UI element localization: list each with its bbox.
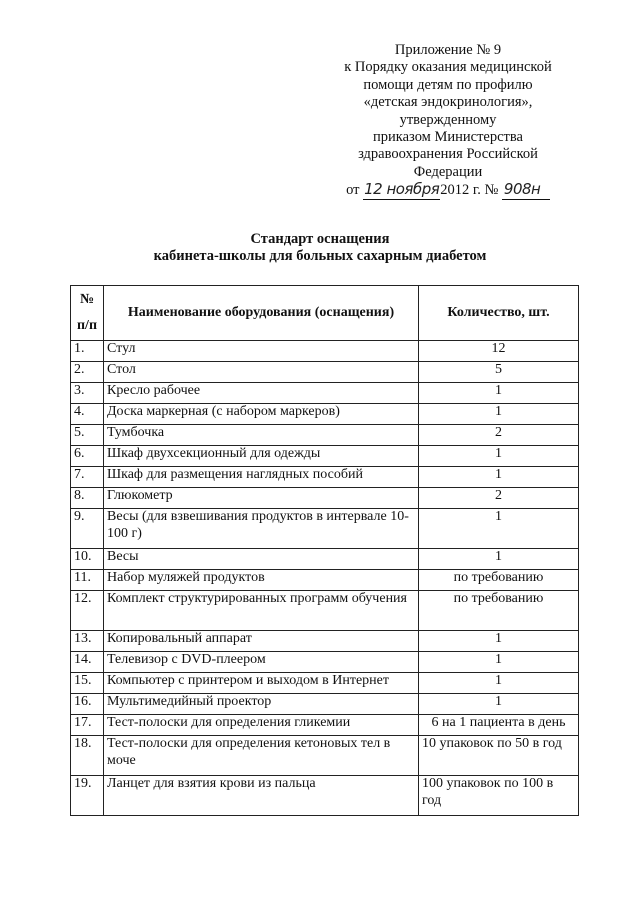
- header-line: помощи детям по профилю: [363, 76, 533, 93]
- handwritten-order-number: 908н: [502, 181, 550, 199]
- row-qty: по требованию: [419, 570, 579, 591]
- row-qty: 1: [419, 383, 579, 404]
- row-num: 16.: [71, 694, 104, 715]
- header-num: № п/п: [71, 286, 104, 341]
- row-name: Весы (для взвешивания продуктов в интервале 10-100 г): [104, 509, 419, 549]
- table-row: [71, 631, 579, 652]
- row-num: 17.: [71, 715, 104, 736]
- row-name: Комплект структурированных программ обучения: [104, 591, 419, 631]
- table-row: [71, 341, 579, 362]
- table-row: [71, 383, 579, 404]
- table-row: [71, 736, 579, 776]
- row-name: Стул: [104, 341, 419, 362]
- row-name: Весы: [104, 549, 419, 570]
- row-name: Шкаф для размещения наглядных пособий: [104, 467, 419, 488]
- table-row: [71, 694, 579, 715]
- order-prefix: от: [346, 182, 360, 199]
- table-row: [71, 425, 579, 446]
- table-row: [71, 488, 579, 509]
- row-qty: 2: [419, 425, 579, 446]
- header-line: к Порядку оказания медицинской: [344, 59, 552, 76]
- table-row: [71, 362, 579, 383]
- row-name: Тест-полоски для определения гликемии: [104, 715, 419, 736]
- row-num: 2.: [71, 362, 104, 383]
- row-num: 15.: [71, 673, 104, 694]
- order-date-line: [318, 181, 578, 199]
- table-row: [71, 652, 579, 673]
- table-row: [71, 446, 579, 467]
- row-num: 1.: [71, 341, 104, 362]
- row-name: Стол: [104, 362, 419, 383]
- row-name: Ланцет для взятия крови из пальца: [104, 776, 419, 816]
- header-line: «детская эндокринология»,: [363, 94, 533, 111]
- row-qty: 1: [419, 549, 579, 570]
- row-qty: 1: [419, 446, 579, 467]
- row-name: Телевизор с DVD-плеером: [104, 652, 419, 673]
- row-qty: 1: [419, 652, 579, 673]
- row-num: 9.: [71, 509, 104, 549]
- row-qty: 12: [419, 341, 579, 362]
- appendix-header: [318, 42, 578, 200]
- table-row: [71, 570, 579, 591]
- table-header-row: [71, 286, 579, 341]
- header-line: Федерации: [413, 163, 483, 180]
- row-qty: по требованию: [419, 591, 579, 631]
- order-year: 2012 г. №: [440, 182, 499, 199]
- row-num: 7.: [71, 467, 104, 488]
- table-row: [71, 776, 579, 816]
- row-num: 5.: [71, 425, 104, 446]
- row-num: 12.: [71, 591, 104, 631]
- row-num: 19.: [71, 776, 104, 816]
- header-name: Наименование оборудования (оснащения): [104, 286, 419, 341]
- handwritten-order-date: 12 ноября: [364, 180, 440, 199]
- row-name: Доска маркерная (с набором маркеров): [104, 404, 419, 425]
- row-qty: 100 упаковок по 100 в год: [419, 776, 579, 816]
- row-qty: 1: [419, 673, 579, 694]
- row-num: 14.: [71, 652, 104, 673]
- row-name: Тест-полоски для определения кетоновых тел в моче: [104, 736, 419, 776]
- header-line: Приложение № 9: [394, 42, 502, 58]
- equipment-table: [70, 285, 579, 816]
- header-qty: Количество, шт.: [419, 286, 579, 341]
- row-qty: 1: [419, 509, 579, 549]
- row-num: 4.: [71, 404, 104, 425]
- row-num: 11.: [71, 570, 104, 591]
- row-name: Кресло рабочее: [104, 383, 419, 404]
- row-qty: 1: [419, 467, 579, 488]
- document-subtitle: кабинета-школы для больных сахарным диабетом: [153, 248, 487, 264]
- row-name: Компьютер с принтером и выходом в Интернет: [104, 673, 419, 694]
- table-row: [71, 591, 579, 631]
- row-num: 10.: [71, 549, 104, 570]
- table-row: [71, 404, 579, 425]
- row-name: Мультимедийный проектор: [104, 694, 419, 715]
- row-name: Копировальный аппарат: [104, 631, 419, 652]
- table-row: [71, 673, 579, 694]
- row-num: 13.: [71, 631, 104, 652]
- header-line: приказом Министерства: [373, 129, 523, 146]
- row-qty: 1: [419, 631, 579, 652]
- header-line: утвержденному: [399, 111, 497, 128]
- row-name: Тумбочка: [104, 425, 419, 446]
- row-qty: 10 упаковок по 50 в год: [419, 736, 579, 776]
- row-num: 6.: [71, 446, 104, 467]
- row-qty: 1: [419, 694, 579, 715]
- row-qty: 5: [419, 362, 579, 383]
- header-line: здравоохранения Российской: [358, 146, 538, 163]
- row-num: 18.: [71, 736, 104, 776]
- row-name: Шкаф двухсекционный для одежды: [104, 446, 419, 467]
- row-qty: 2: [419, 488, 579, 509]
- row-qty: 1: [419, 404, 579, 425]
- table-row: [71, 549, 579, 570]
- row-name: Набор муляжей продуктов: [104, 570, 419, 591]
- row-name: Глюкометр: [104, 488, 419, 509]
- table-row: [71, 715, 579, 736]
- table-row: [71, 509, 579, 549]
- row-num: 8.: [71, 488, 104, 509]
- document-title: Стандарт оснащения: [250, 231, 390, 247]
- table-row: [71, 467, 579, 488]
- row-qty: 6 на 1 пациента в день: [419, 715, 579, 736]
- row-num: 3.: [71, 383, 104, 404]
